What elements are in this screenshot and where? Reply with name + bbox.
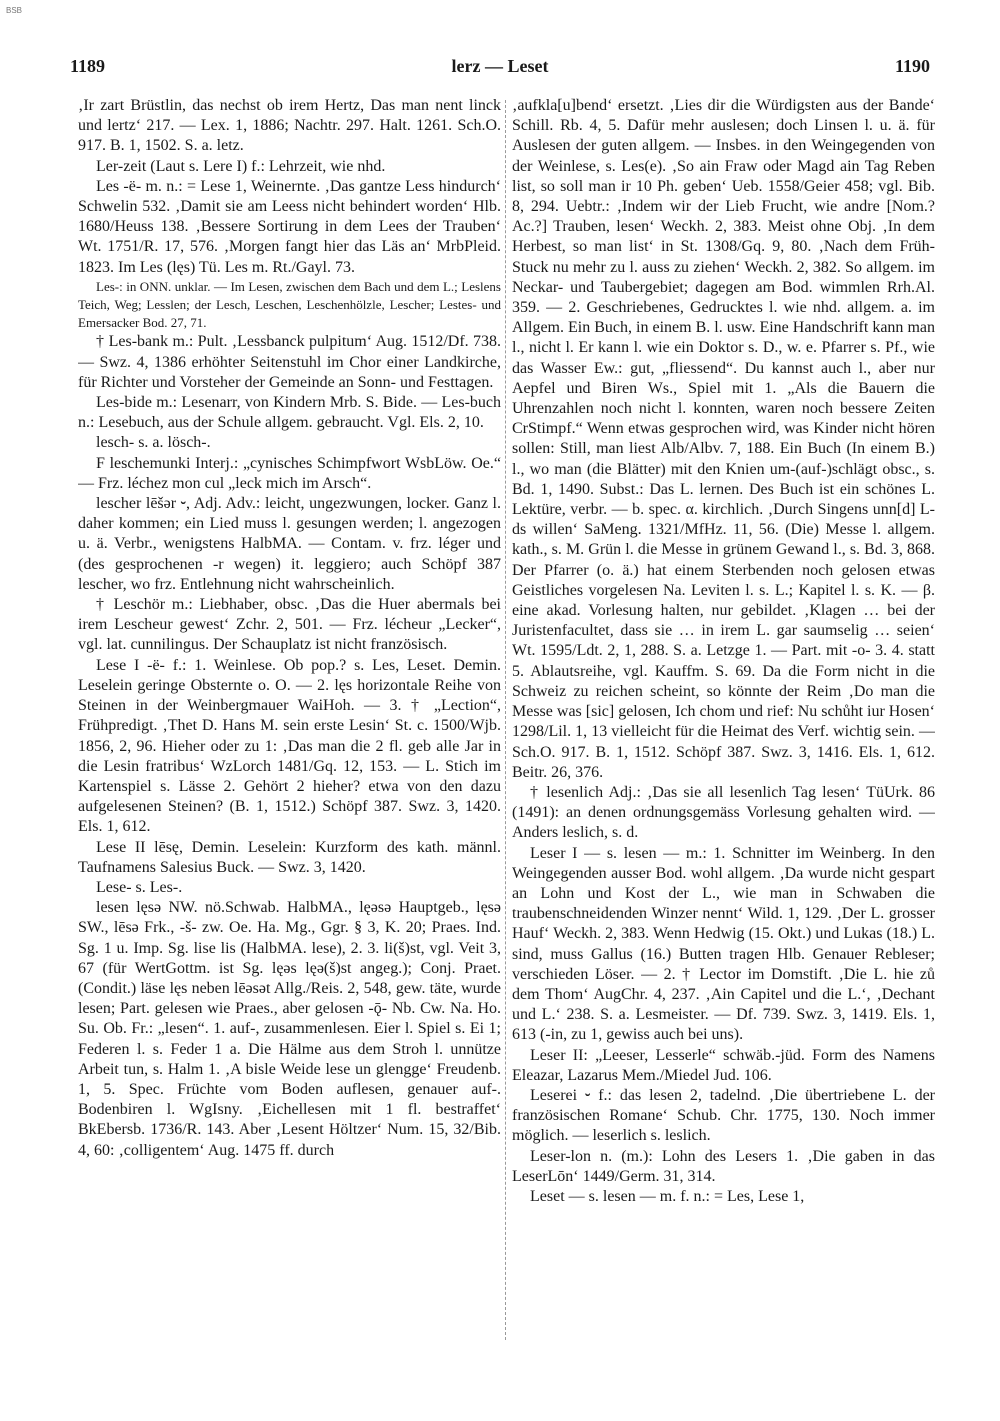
dictionary-entry: Leser-lon n. (m.): Lohn des Lesers 1. ‚Die gaben in das LeserLōn‘ 1449/Germ. 31, 314. bbox=[512, 1147, 935, 1185]
left-column bbox=[78, 96, 501, 1346]
page-number-left: 1189 bbox=[70, 56, 106, 76]
dictionary-entry: Leserei ⏑ f.: das lesen 2, tadelnd. ‚Die übertriebene L. der französischen Romane‘ Schub. Chr. 1775, 130. Noch immer möglich. — leserlich s. leslich. bbox=[512, 1086, 935, 1145]
dictionary-entry: Leser I — s. lesen — m.: 1. Schnitter im Weinberg. In den Weingegenden ausser Bod. wohl allgem. ‚Da wurde nicht gespart an Lohn und Kost der L., wie man in Schwaben die traubenschneidenden Winzer nennt‘ Wild. 1, 129. ‚Der L. grosser Hauf‘ Weckh. 2, 383. Wenn Hedwig (15. Okt.) und Lukas (18.) L. sind, muss Gallus (16.) Butten tragen Hlb. Genauer Rebleser; verschieden Löser. — 2. † Lector im Domstift. ‚Die L. hie zů dem Thom‘ AugChr. 4, 237. ‚Ain Capitel und die L.‘, ‚Dechant und L.‘ 238. S. a. Lesmeister. — Df. 739. Swz. 3, 1419. Els. 1, 613 (-in, zu 1, gewiss auch bei uns). bbox=[512, 844, 935, 1044]
dictionary-entry: Lese- s. Les-. bbox=[96, 878, 183, 896]
right-column bbox=[512, 96, 935, 1346]
dictionary-entry: Leset — s. lesen — m. f. n.: = Les, Lese 1, bbox=[530, 1187, 805, 1205]
dictionary-entry: ‚aufkla[u]bend‘ ersetzt. ‚Lies dir die Würdigsten aus der Bande‘ Schill. Rb. 4, 5. Dafür mehr auslesen; doch Linsen l. u. ä. für Auslesen der guten allgem. — Insbes. in den Weingegenden von der Weinlese, s. Les(e). ‚So ain Fraw oder Magd ain Tag Reben list, so soll man ir 10 Ph. geben‘ Ueb. 1558/Geier 458; vgl. Bib. 8, 294. Uebtr.: ‚Indem wir der Lieb Frucht, wie andre [Nom.? Ac.?] Trauben, lesen‘ Weckh. 2, 383. Meist ohne Obj. ‚In dem Herbest, so man list‘ in St. 1308/Gq. 9, 80. ‚Nach dem Früh-Stuck nu mehr zu l. auss zu ziehen‘ Weckh. 2, 382. So allgem. im Neckar- und Taubergebiet; dagegen am Bod. wimmlen Rrh.Al. 359. — 2. Geschriebenes, Gedrucktes l. wie nhd. allgem. a. im Allgem. Ein Buch, in einem B. l. usw. Eine Handschrift kann man l., nicht l. Er kann l. wie ein Doktor s. D., w. e. Pfarrer s. Pf., wie das Wasser Ew.: gut, „fliessend“. Du kannst auch l., aber nur Aepfel und Biren Ws., Spiel mit 1. „Als die Bauern die Uhrenzahlen noch nicht l. konnten, waren noch bessere Zeiten CrStimpf.“ Wenn etwas gesprochen wird, was Kinder nicht hören sollen: Still, man liest Alb/Albv. 7, 188. Ein Buch (In einem B.) l., wo man (die Blätter) mit den Knien um-(auf-)schlägt obsc., s. Bd. 1, 1490. Subst.: Das L. lernen. Des Buch ist ein schönes L. Lektüre, verbr. — b. spec. α. kirchlich. ‚Durch Singens unn[d] L-ds willen‘ SaMeng. 1321/MfHz. 11, 56. (Die) Messe l. allgem. kath., s. M. Grün l. die Messe in grünem Gewand l., s. Bd. 3, 868. Der Pfarrer (o. ä.) hat einem Sterbenden noch gelosen etwas Geistliches vorgelesen Na. Leviten l. s. L.; Kapitel l. s. K. — β. eine akad. Vorlesung halten, nur gebildet. ‚Klagen … bei der Juristenfacultet, dass sie … in irem L. gar saumselig … seien‘ Wt. 1595/Ldt. 2, 1, 288. S. a. Letzge 1. — Part. mit -o- 3. 4. statt 5. Ablautsreihe, vgl. Kauffm. S. 69. Da die Form nicht in die Schweiz zu reichen scheint, so könnte der Reim ‚Do man die Messe was [sic] gelosen, Ich chom und rief: Nu schůht iur Hosen‘ 1298/Lil. 1, 13 vielleicht für die Heimat des Verf. wichtig sein. — Sch.O. 917. B. 1, 1512. Schöpf 387. Swz. 3, 1416. Els. 1, 612. Beitr. 26, 376. bbox=[512, 97, 935, 781]
library-watermark: BSB bbox=[6, 6, 23, 15]
dictionary-entry: † Les-bank m.: Pult. ‚Lessbanck pulpitum‘ Aug. 1512/Df. 738. — Swz. 4, 1386 erhöhter Seitenstuhl im Chor einer Landkirche, für Richter und Vorsteher der Gemeinde an Sonn- und Festtagen. bbox=[78, 333, 501, 391]
dictionary-entry: lesch- s. a. lösch-. bbox=[96, 434, 211, 452]
dictionary-entry: F leschemunki Interj.: „cynisches Schimpfwort WsbLöw. Oe.“ — Frz. léchez mon cul „leck mich im Arsch“. bbox=[78, 454, 501, 492]
page-number-right: 1190 bbox=[894, 56, 930, 76]
dictionary-entry: Lese II lēsę, Demin. Leselein: Kurzform des kath. männl. Taufnamens Salesius Buck. — Swz. 3, 1420. bbox=[78, 838, 501, 876]
dictionary-entry: Les-: in ONN. unklar. — Im Lesen, zwischen dem Bach und dem L.; Leslens Teich, Weg; Lesslen; der Lesch, Leschen, Leschenhölzle, Lescher; Lestes- und Emersacker Bod. 27, 71. bbox=[78, 278, 501, 331]
dictionary-entry: † Leschör m.: Liebhaber, obsc. ‚Das die Huer abermals bei irem Lescheur gewest‘ Zchr. 2, 501. — Frz. lécheur „Lecker“, vgl. lat. cunnilingus. Der Schauplatz ist nicht französisch. bbox=[78, 596, 501, 654]
dictionary-entry: Leser II: „Leeser, Lesserle“ schwäb.-jüd. Form des Namens Eleazar, Lazarus Mem./Miedel Jud. 106. bbox=[512, 1046, 935, 1084]
dictionary-entry: lesen lęsə NW. nö.Schwab. HalbMA., lęəsə Hauptgeb., lęsə SW., lēsə Frk., -š- zw. Oe. Ha. Mg., Ggr. § 3, K. 20; Praes. Ind. Sg. 1 u. Imp. Sg. lise lis (HalbMA. lese), 2. 3. li(š)st, vgl. Veit 3, 67 (für WertGottm. ist Sg. lęəs lęə(š)st angeg.); Conj. Praet. (Condit.) läse lęs neben lēəsət Allg./Reis. 2, 548, gew. täte, wurde lesen; Part. gelesen wie Praes., aber gelosen -ǭ- Nb. Cw. Na. Ho. Su. Ob. Fr.: „lesen“. 1. auf-, zusammenlesen. Eier l. Spiel s. Ei 1; Federen l. s. Feder 1 a. Die Hälme aus dem Stroh l. unnütze Arbeit tun, s. Halm 1. ‚A bisle Weide lese un glengge‘ Freudenb. 1, 5. Spec. Früchte vom Boden auflesen, genauer auf-. Bodenbiren l. WgIsny. ‚Eichellesen mit 1 fl. bestraffet‘ BkEbersb. 1736/R. 143. Aber ‚Lesent Höltzer‘ Num. 15, 32/Bib. 4, 60: ‚colligentem‘ Aug. 1475 ff. durch bbox=[78, 899, 501, 1159]
column-divider bbox=[505, 100, 506, 1340]
dictionary-entry: ‚Ir zart Brüstlin, das nechst ob irem Hertz, Das man nent linck und lertz‘ 217. — Lex. 1, 1886; Nachtr. 297. Halt. 1261. Sch.O. 917. B. 1, 1502. S. a. letz. bbox=[78, 97, 501, 155]
dictionary-entry: Ler-zeit (Laut s. Lere I) f.: Lehrzeit, wie nhd. bbox=[96, 157, 386, 175]
page-header bbox=[70, 56, 930, 84]
dictionary-entry: Les -ë- m. n.: = Lese 1, Weinernte. ‚Das gantze Less hindurch‘ Schwelin 532. ‚Damit sie am Leess nicht behindert worden‘ Hlb. 1680/Heuss 138. ‚Bessere Sortirung in dem Lees der Trauben‘ Wt. 1751/R. 17, 576. ‚Morgen fangt hier das Läs an‘ MrbPleid. 1823. Im Les (lęs) Tü. Les m. Rt./Gayl. 73. bbox=[78, 177, 501, 276]
dictionary-entry: Les-bide m.: Lesenarr, von Kindern Mrb. S. Bide. — Les-buch n.: Lesebuch, aus der Schule allgem. gebraucht. Vgl. Els. 2, 10. bbox=[78, 394, 501, 432]
dictionary-entry: lescher lēšər ⏑, Adj. Adv.: leicht, ungezwungen, locker. Ganz l. daher kommen; ein Lied muss l. gesungen werden; l. angezogen u. ä. Verbr., wenigstens HalbMA. — Contam. v. frz. léger und (des gesprochenen -r wegen) it. leggiero; auch Schöpf 387 lescher, wo frz. Entlehnung nicht wahrscheinlich. bbox=[78, 495, 501, 593]
dictionary-entry: Lese I -ë- f.: 1. Weinlese. Ob pop.? s. Les, Leset. Demin. Leselein geringe Obsternte o. O. — 2. lęs horizontale Reihe von Steinen in der Weinbergmauer WaiHoh. — 3. † „Lection“, Frühpredigt. ‚Thet D. Hans M. sein erste Lesin‘ St. c. 1500/Wjb. 1856, 2, 96. Hieher oder zu 1: ‚Das man die 2 fl. geb alle Jar in die Lesin fratribus‘ WzLorch 1481/Gq. 12, 153. — L. Stich im Kartenspiel s. Lässe 2. Gehört 2 hieher? etwa von den dazu aufgelesenen Steinen? (B. 1, 1512.) Schöpf 387. Swz. 3, 1420. Els. 1, 612. bbox=[78, 656, 501, 836]
dictionary-entry: † lesenlich Adj.: ‚Das sie all lesenlich Tag lesen‘ TüUrk. 86 (1491): an denen ordnungsgemäss Vorlesung gehalten wird. — Anders leslich, s. d. bbox=[512, 783, 935, 842]
running-title: lerz — Leset bbox=[451, 56, 549, 76]
